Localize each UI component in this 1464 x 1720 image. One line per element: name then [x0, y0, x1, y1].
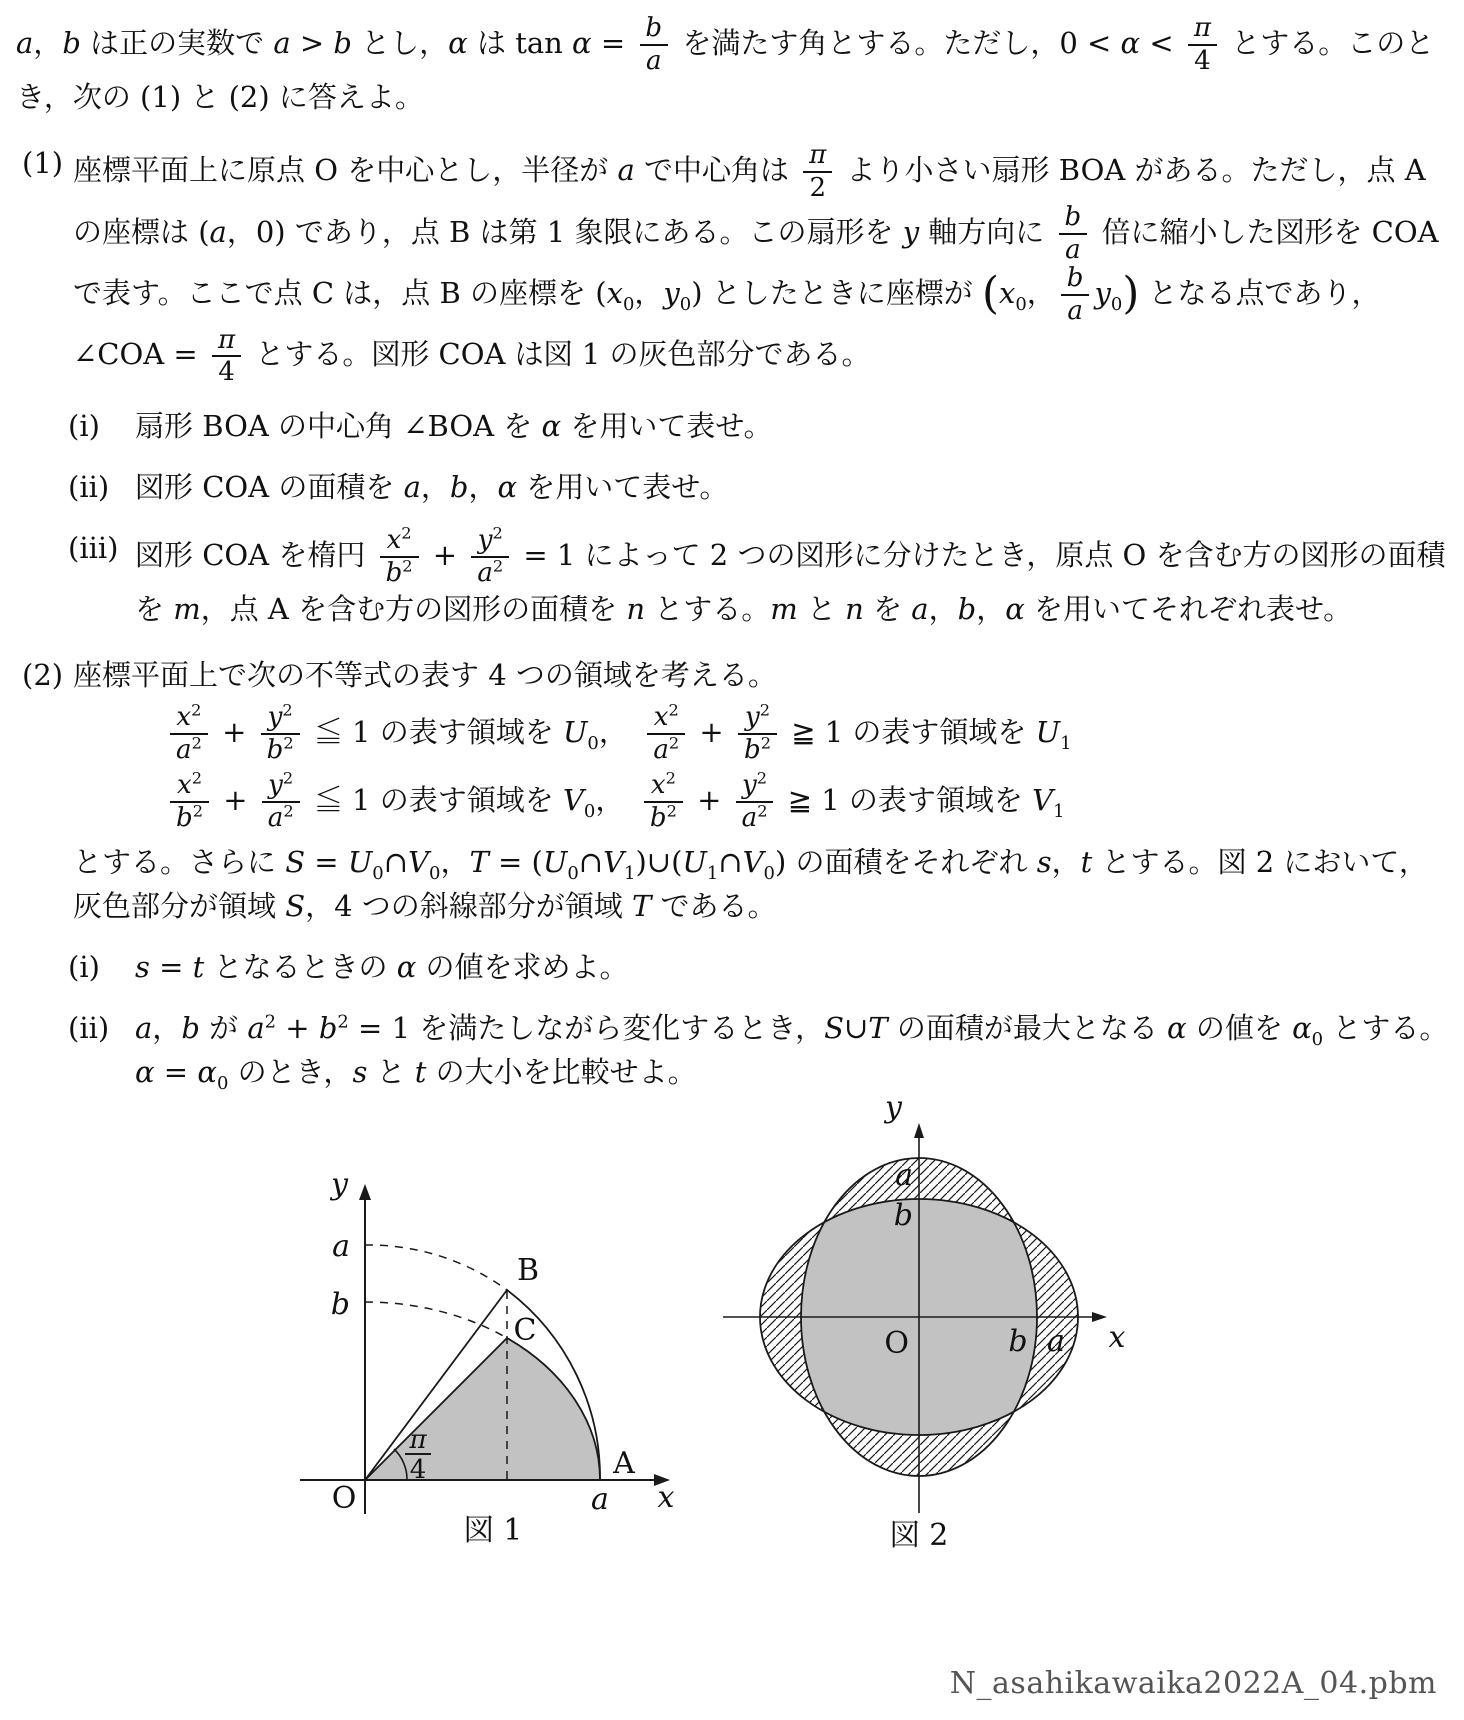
part1-item-i-label: (i): [68, 409, 100, 444]
part2-item-i-text: s = t となるときの α の値を求めよ。: [135, 950, 629, 985]
fig2-caption: 図 2: [889, 1518, 949, 1553]
part-2-label: (2): [22, 658, 64, 693]
intro-paragraph-text: a，b は正の実数で a > b とし，α は tan α = $\frac{b}{a}$ を満たす角とする。ただし，0 < α < $\frac{\pi}{4}$ とする。このとき，次の (1) と (2) に答えよ。: [16, 13, 1435, 115]
figure-1: [278, 1168, 678, 1548]
fraction: $\frac{b}{a}$: [1059, 203, 1088, 264]
fig1-a-tick-label: a: [332, 1229, 350, 1264]
fig2-b-right-label: b: [1008, 1324, 1028, 1359]
fraction: $\frac{y^2}{b^2}$: [738, 703, 777, 764]
fraction: $\frac{y^2}{b^2}$: [261, 703, 300, 764]
display-equation-U-text: $\frac{x^2}{a^2}$ + $\frac{y^2}{b^2}$ ≦ 1 の表す領域を $U_0$， $\frac{x^2}{a^2}$ + $\frac{y^2}{b^2}$ ≧ 1 の表す領域を $U_1$: [165, 715, 1072, 749]
fig1-point-C-label: C: [513, 1313, 537, 1348]
fig1-x-axis-label: x: [657, 1480, 675, 1515]
fraction: $\frac{b}{a}$: [1061, 264, 1090, 325]
part1-item-i: [0, 404, 1464, 448]
part-1-text: 座標平面上に原点 O を中心とし，半径が a で中心角は $\frac{\pi}{2}$ より小さい扇形 BOA がある。ただし，点 A の座標は (a，0) であり，点 B は第 1 象限にある。この扇形を y 軸方向に $\frac{b}{a}$ 倍に縮小した図形を COA で表す。ここで点 C は，点 B の座標を ($x_0$，$y_0$) としたときに座標が ($x_0$， $\frac{b}{a}$ $y_0$) となる点であり，∠COA = $\frac{\pi}{4}$ とする。図形 COA は図 1 の灰色部分である。: [73, 140, 1439, 388]
part1-item-iii-label: (iii): [68, 531, 119, 566]
part1-item-ii-text: 図形 COA の面積を a，b，α を用いて表せ。: [135, 470, 729, 505]
intro-paragraph: [16, 14, 1448, 119]
part-2: [0, 653, 1464, 697]
part1-item-i-text: 扇形 BOA の中心角 ∠BOA を α を用いて表せ。: [135, 409, 773, 444]
part2-item-ii: [0, 1006, 1464, 1094]
fig2-x-axis-label: x: [1108, 1320, 1126, 1355]
display-equation-U: [165, 700, 1464, 766]
part1-item-ii-label: (ii): [68, 470, 110, 505]
part2-item-ii-text: a，b が $a^2 + b^2 = 1$ を満たしながら変化するとき，S∪T の面積が最大となる α の値を $\alpha_0$ とする。$\alpha = \alpha_0$ のとき，s と t の大小を比較せよ。: [135, 1011, 1449, 1095]
fig1-angle-numerator: π: [409, 1425, 427, 1455]
fraction: $\frac{x^2}{b^2}$: [644, 771, 683, 832]
fig2-y-axis-arrow: [914, 1123, 924, 1138]
fig1-caption: 図 1: [463, 1513, 523, 1548]
part-1-label: (1): [22, 146, 64, 181]
fig1-origin-label: O: [331, 1481, 357, 1516]
fig2-a-right-label: a: [1047, 1324, 1065, 1359]
fig1-b-tick-label: b: [330, 1287, 350, 1322]
fraction: $\frac{b}{a}$: [639, 14, 668, 75]
display-equation-V-text: $\frac{x^2}{b^2}$ + $\frac{y^2}{a^2}$ ≦ 1 の表す領域を $V_0$， $\frac{x^2}{b^2}$ + $\frac{y^2}{a^2}$ ≧ 1 の表す領域を $V_1$: [165, 783, 1065, 817]
fraction: $\frac{x^2}{a^2}$: [170, 703, 208, 764]
fig1-angle-denominator: 4: [409, 1455, 427, 1485]
filename-footer: N_asahikawaika2022A_04.pbm: [949, 1666, 1437, 1701]
fig1-gray-region-COA: [365, 1338, 600, 1480]
fraction: $\frac{\pi}{4}$: [1188, 14, 1217, 75]
fraction: $\frac{\pi}{4}$: [212, 326, 241, 387]
fraction: $\frac{y^2}{a^2}$: [471, 526, 509, 587]
part-2-text: 座標平面上で次の不等式の表す 4 つの領域を考える。: [73, 658, 777, 693]
fig1-y-axis-arrow: [359, 1184, 371, 1200]
fig1-y-axis-label: y: [331, 1168, 348, 1202]
fraction: $\frac{x^2}{b^2}$: [170, 771, 209, 832]
fraction: $\frac{y^2}{a^2}$: [262, 771, 300, 832]
fig2-origin-label: O: [884, 1326, 909, 1361]
fraction: $\frac{y^2}{a^2}$: [736, 771, 774, 832]
figure-2: [695, 1085, 1135, 1560]
part2-continuation-text: とする。さらに $S = U_0\cap V_0$，$T = (U_0\cap V_1)\cup(U_1\cap V_0)$ の面積をそれぞれ s，t とする。図 2 において，灰色部分が領域 S，4 つの斜線部分が領域 T である。: [73, 845, 1428, 924]
fig2-b-top-label: b: [893, 1198, 913, 1233]
fraction: $\frac{x^2}{b^2}$: [380, 526, 419, 587]
fraction: $\frac{\pi}{2}$: [803, 141, 832, 202]
part2-item-i: [0, 945, 1464, 989]
fig2-x-axis-arrow: [1092, 1312, 1107, 1322]
part1-item-ii: [0, 465, 1464, 509]
part1-item-iii: [0, 523, 1464, 631]
part2-continuation: [73, 840, 1454, 928]
part-1: [0, 141, 1464, 387]
fig1-a-bottom-label: a: [591, 1482, 609, 1517]
fig2-a-top-label: a: [895, 1158, 913, 1193]
fraction: $\frac{x^2}{a^2}$: [647, 703, 685, 764]
fig1-point-B-label: B: [516, 1253, 540, 1288]
display-equation-V: [165, 768, 1464, 833]
fig1-dashed-circle-arc: [365, 1245, 507, 1290]
fig1-point-A-label: A: [613, 1446, 635, 1481]
part1-item-iii-text: 図形 COA を楕円 $\frac{x^2}{b^2}$ + $\frac{y^2}{a^2}$ = 1 によって 2 つの図形に分けたとき，原点 O を含む方の図形の面積を m，点 A を含む方の図形の面積を n とする。m と n を a，b，α を用いてそれぞれ表せ。: [135, 523, 1446, 627]
part2-item-i-label: (i): [68, 950, 100, 985]
part2-item-ii-label: (ii): [68, 1011, 110, 1046]
fig2-y-axis-label: y: [885, 1090, 902, 1125]
